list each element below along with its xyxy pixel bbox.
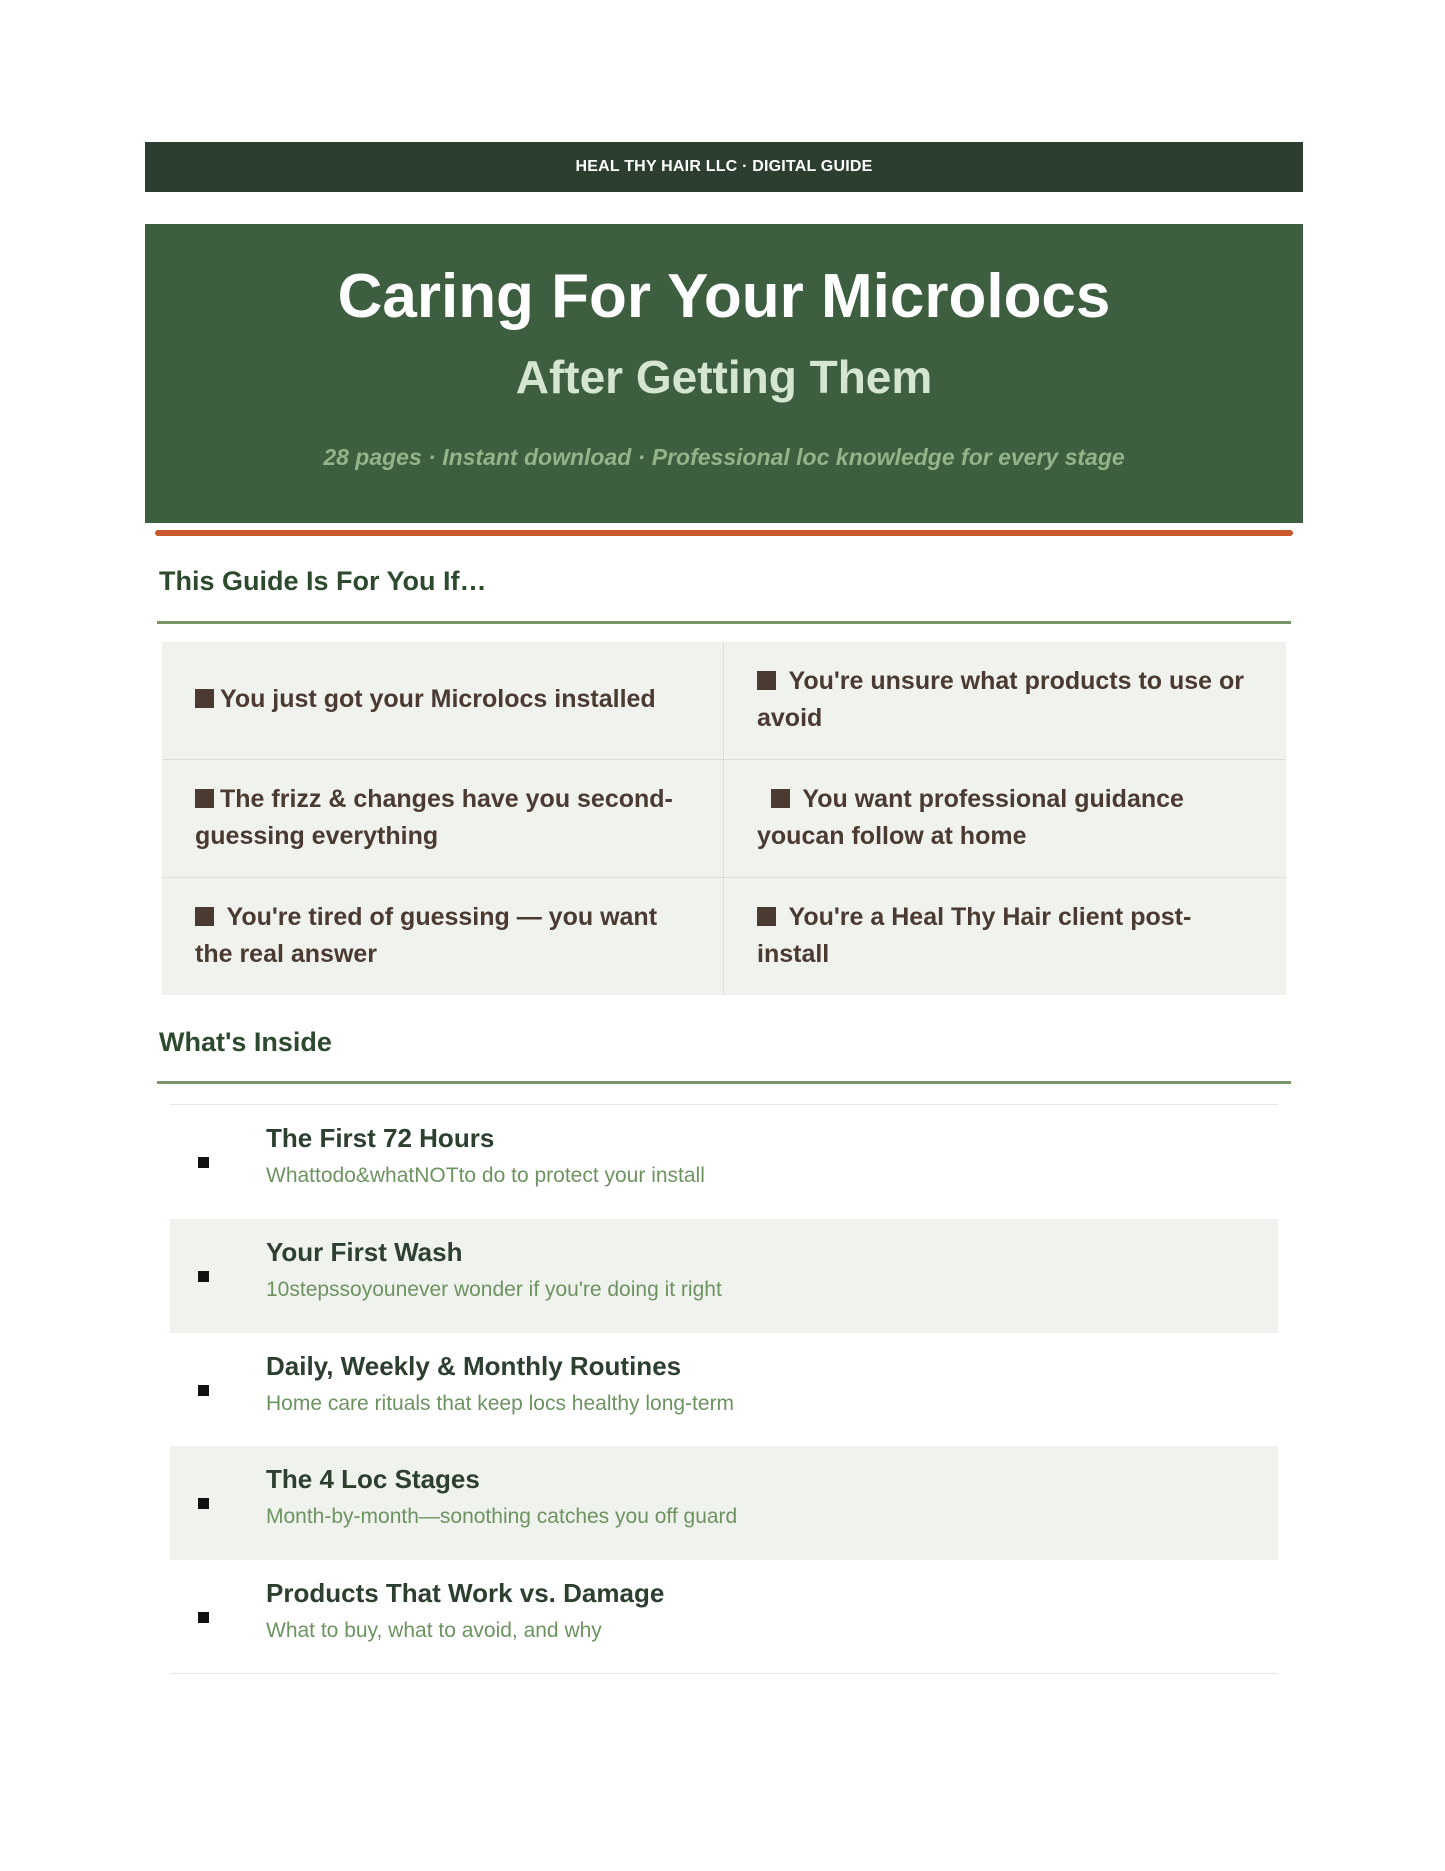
- list-item-title: Daily, Weekly & Monthly Routines: [266, 1350, 682, 1381]
- for-you-item: [162, 642, 724, 760]
- list-item: [170, 1560, 1278, 1674]
- list-item: [170, 1219, 1278, 1333]
- for-you-grid: [162, 642, 1286, 995]
- square-bullet-icon: [757, 671, 776, 690]
- list-item-description: Home care rituals that keep locs healthy long-term: [266, 1391, 735, 1415]
- square-bullet-icon: [195, 789, 214, 808]
- square-bullet-icon: [198, 1271, 209, 1282]
- brand-banner: [145, 142, 1303, 192]
- list-item-title: The First 72 Hours: [266, 1123, 495, 1154]
- brand-banner-text: HEAL THY HAIR LLC · DIGITAL GUIDE: [575, 158, 873, 175]
- list-item-description: Month-by-month—sonothing catches you off guard: [266, 1505, 738, 1529]
- for-you-divider: [157, 621, 1291, 624]
- square-bullet-icon: [195, 689, 214, 708]
- inside-list: [170, 1104, 1278, 1674]
- list-item-description: 10stepssoyounever wonder if you're doing it right: [266, 1277, 722, 1301]
- for-you-item-text: You're tired of guessing — you want the real answer: [195, 902, 658, 969]
- square-bullet-icon: [198, 1498, 209, 1509]
- guide-title: Caring For Your Microlocs: [337, 262, 1111, 331]
- list-item: [170, 1105, 1278, 1219]
- accent-divider: [155, 530, 1293, 536]
- for-you-item-text: You want professional guidance youcan follow at home: [757, 784, 1184, 851]
- for-you-item-text: You're a Heal Thy Hair client post-install: [757, 902, 1192, 969]
- square-bullet-icon: [771, 789, 790, 808]
- inside-heading: What's Inside: [159, 1026, 332, 1057]
- for-you-item-text: You just got your Microlocs installed: [220, 685, 656, 714]
- list-item-title: Products That Work vs. Damage: [266, 1577, 665, 1608]
- list-item-description: What to buy, what to avoid, and why: [266, 1618, 602, 1642]
- square-bullet-icon: [198, 1385, 209, 1396]
- square-bullet-icon: [757, 907, 776, 926]
- list-item: [170, 1333, 1278, 1447]
- list-item-title: Your First Wash: [266, 1236, 463, 1267]
- square-bullet-icon: [198, 1612, 209, 1623]
- for-you-heading: This Guide Is For You If…: [159, 566, 487, 596]
- for-you-item: [724, 642, 1286, 760]
- list-item-description: Whattodo&whatNOTto do to protect your install: [266, 1164, 705, 1188]
- for-you-item: [724, 878, 1286, 995]
- for-you-item: [724, 760, 1286, 878]
- inside-divider: [157, 1081, 1291, 1084]
- square-bullet-icon: [198, 1157, 209, 1168]
- guide-subtitle: After Getting Them: [515, 351, 933, 403]
- for-you-item-text: The frizz & changes have you second-guessing everything: [195, 784, 673, 851]
- guide-meta: 28 pages · Instant download · Professional loc knowledge for every stage: [323, 444, 1125, 470]
- hero-panel: [145, 224, 1303, 523]
- guide-page: [145, 142, 1303, 1674]
- list-item-title: The 4 Loc Stages: [266, 1464, 480, 1495]
- square-bullet-icon: [195, 907, 214, 926]
- for-you-item: [162, 760, 724, 878]
- list-item: [170, 1446, 1278, 1560]
- for-you-item-text: You're unsure what products to use or avoid: [757, 666, 1245, 733]
- for-you-item: [162, 878, 724, 995]
